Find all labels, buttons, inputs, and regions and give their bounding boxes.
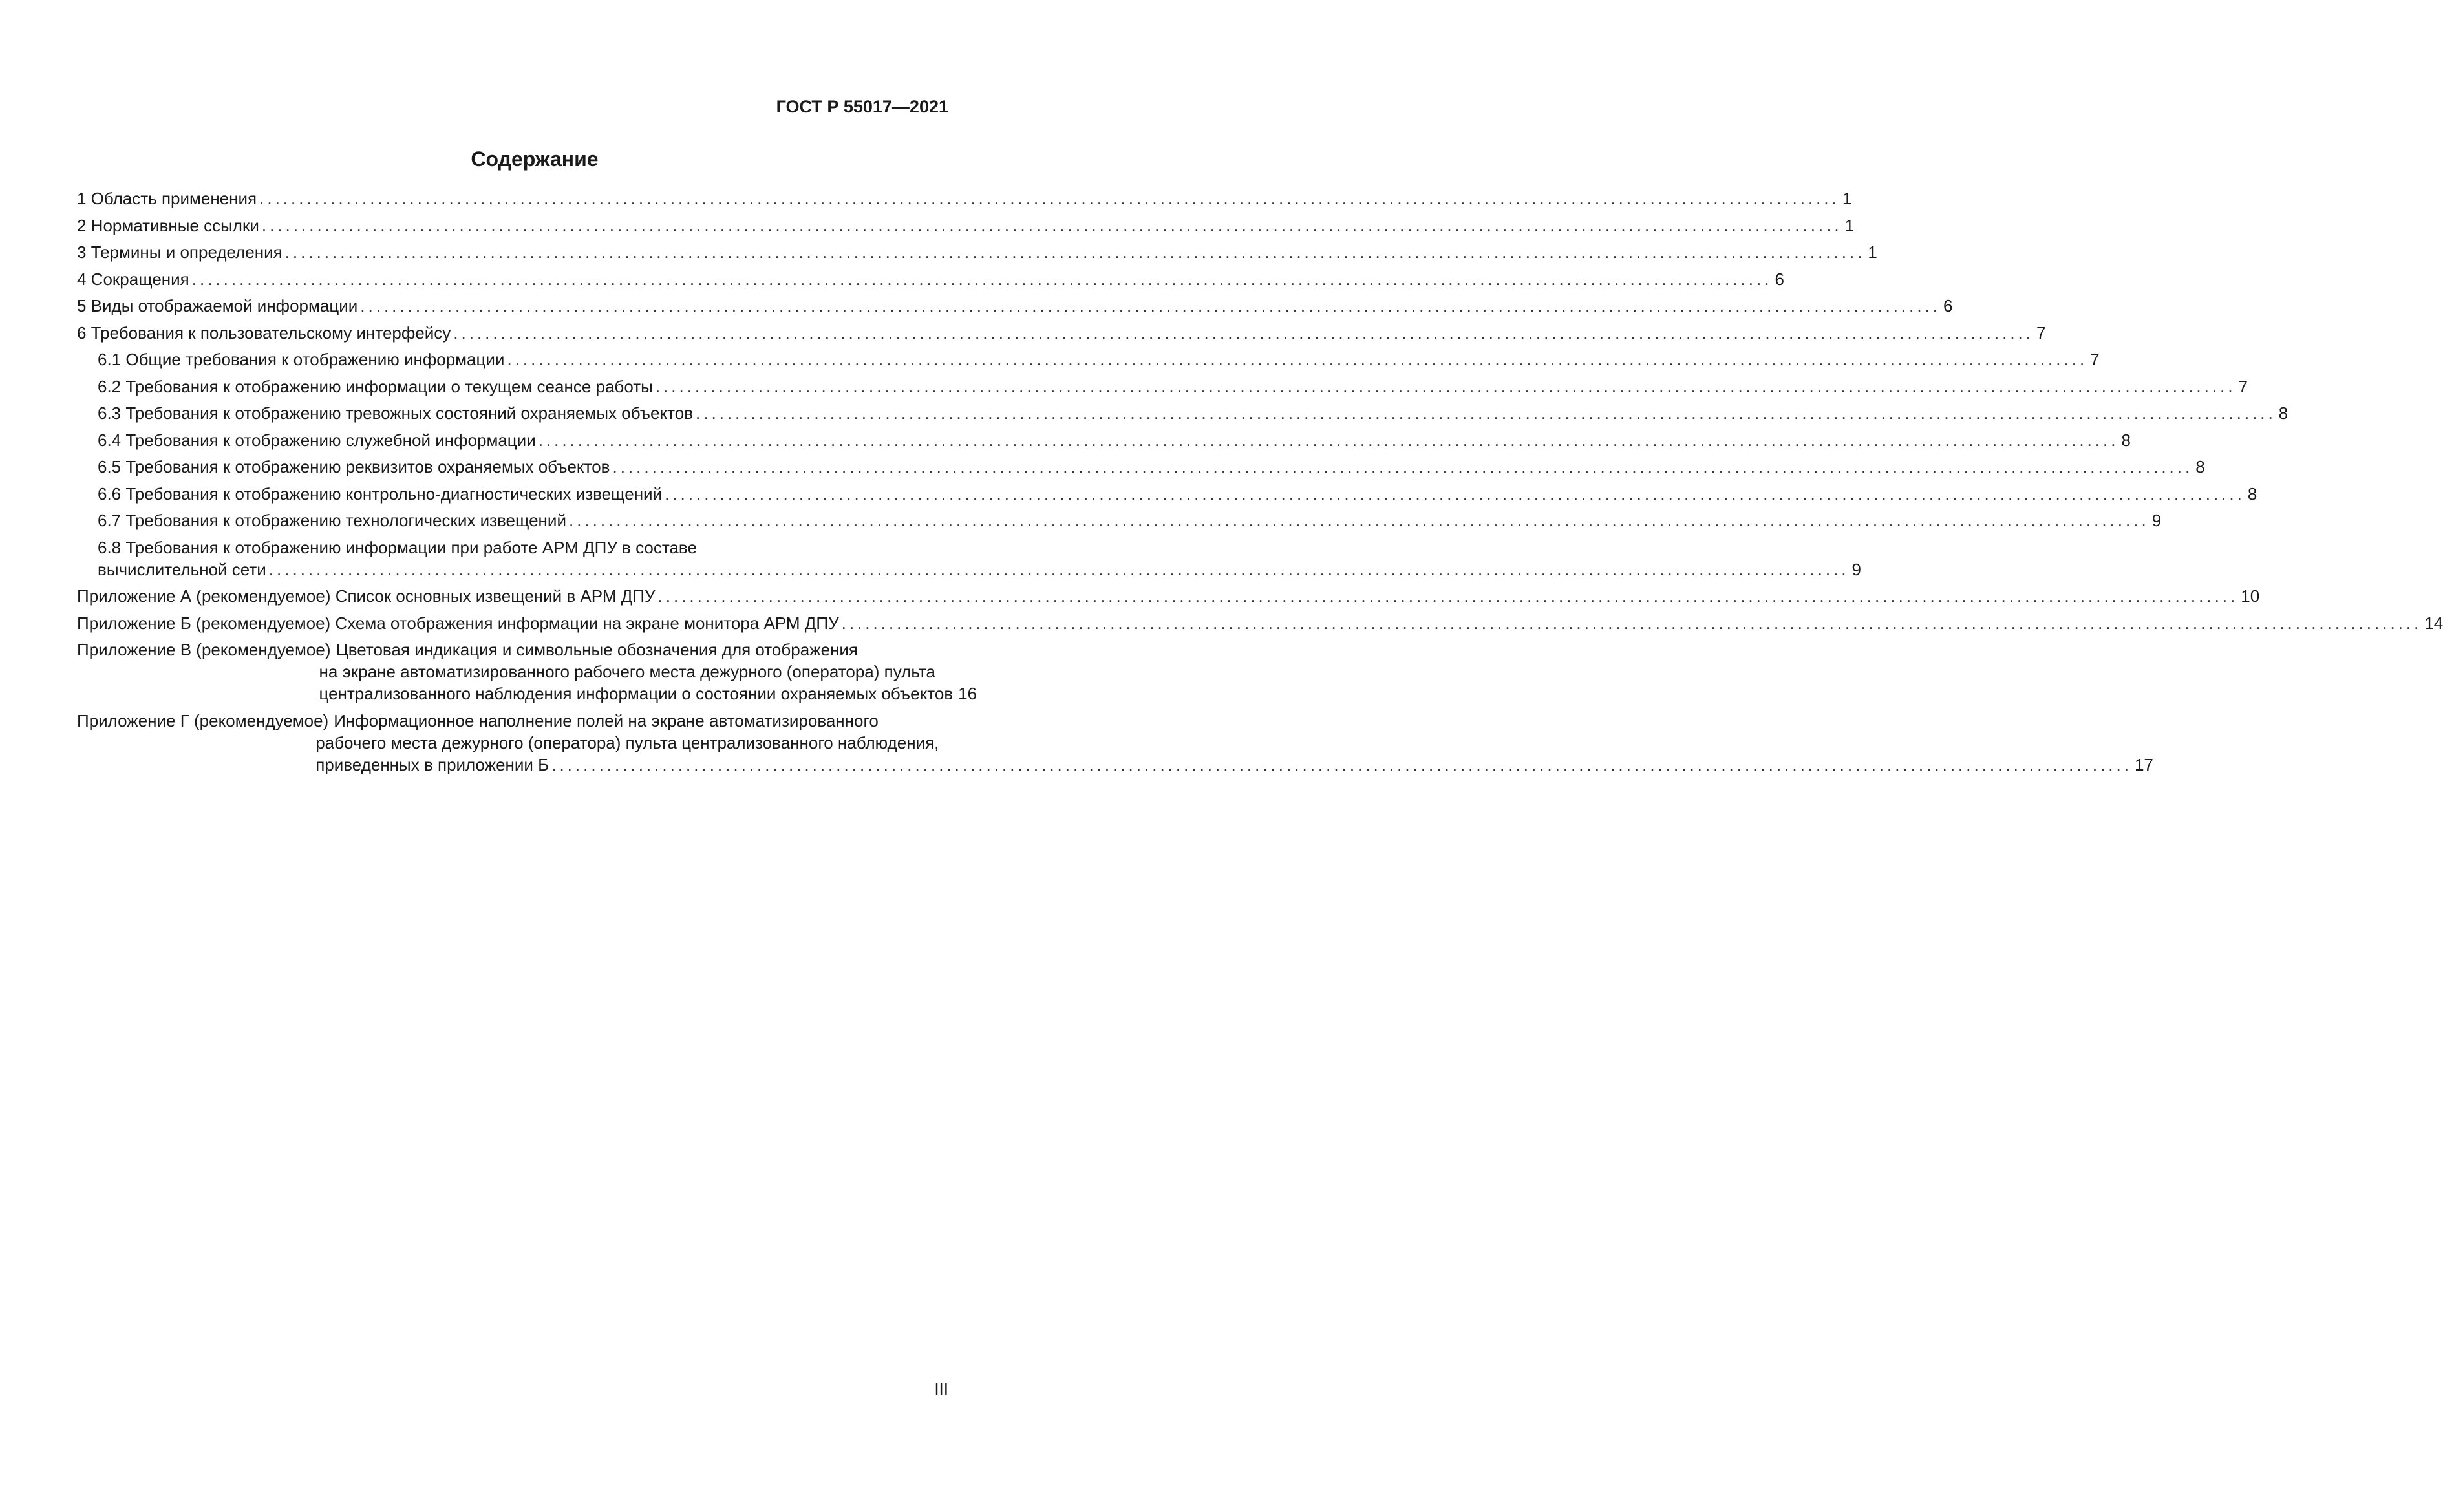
- toc-label: Приложение Б (рекомендуемое) Схема отображения информации на экране монитора АРМ ДПУ: [77, 613, 839, 633]
- toc-page: 8: [2247, 484, 2257, 504]
- toc-label: Приложение А (рекомендуемое) Список основных извещений в АРМ ДПУ: [77, 586, 656, 606]
- standard-designation: ГОСТ Р 55017—2021: [776, 97, 948, 116]
- toc-label: 6.5 Требования к отображению реквизитов охраняемых объектов: [98, 457, 610, 476]
- toc-entry-subsection-6-7[interactable]: 6.7 Требования к отображению технологических извещений ........................................................................................................................................................................................................ 9: [98, 511, 2162, 530]
- toc-label: 6.7 Требования к отображению технологических извещений: [98, 511, 566, 530]
- toc-entry-section-3[interactable]: 3 Термины и определения ........................................................................................................................................................................................................ 1: [77, 242, 1877, 262]
- toc-page: 14: [2424, 613, 2443, 633]
- page-number: III: [934, 1379, 948, 1399]
- toc-entry-subsection-6-8[interactable]: 6.8 Требования к отображению информации при работе АРМ ДПУ в составе вычислительной сети ........................................................................................................................................................................................................ 9: [98, 537, 1861, 579]
- toc-page: 6: [1775, 269, 1784, 289]
- toc-entry-subsection-6-5[interactable]: 6.5 Требования к отображению реквизитов охраняемых объектов ........................................................................................................................................................................................................ 8: [98, 457, 2205, 476]
- toc-entry-section-5[interactable]: 5 Виды отображаемой информации ........................................................................................................................................................................................................ 6: [77, 296, 1953, 315]
- toc-label: 3 Термины и определения: [77, 242, 283, 262]
- toc-entry-subsection-6-4[interactable]: 6.4 Требования к отображению служебной информации ........................................................................................................................................................................................................ 8: [98, 430, 2131, 450]
- toc-label-line: 6.8 Требования к отображению информации при работе АРМ ДПУ в составе: [98, 537, 697, 557]
- toc-label-line: приведенных в приложении Б: [315, 754, 549, 774]
- toc-entry-section-6[interactable]: 6 Требования к пользовательскому интерфейсу ........................................................................................................................................................................................................ 7: [77, 323, 2046, 343]
- toc-page: 9: [2151, 511, 2162, 530]
- toc-entry-section-4[interactable]: 4 Сокращения ........................................................................................................................................................................................................ 6: [77, 269, 1784, 289]
- toc-entry-appendix-v[interactable]: [77, 639, 977, 705]
- toc-entry-section-1[interactable]: 1 Область применения ........................................................................................................................................................................................................ 1: [77, 189, 1852, 208]
- toc-label-line: рабочего места дежурного (оператора) пульта централизованного наблюдения,: [315, 732, 939, 752]
- toc-entry-subsection-6-2[interactable]: 6.2 Требования к отображению информации о текущем сеансе работы ........................................................................................................................................................................................................ 7: [98, 376, 2248, 396]
- toc-page: 9: [1851, 559, 1861, 579]
- toc-label: 6.6 Требования к отображению контрольно-диагностических извещений: [98, 484, 663, 504]
- toc-entry-appendix-b[interactable]: Приложение Б (рекомендуемое) Схема отображения информации на экране монитора АРМ ДПУ ........................................................................................................................................................................................................ 14: [77, 613, 2443, 633]
- toc-entry-subsection-6-6[interactable]: 6.6 Требования к отображению контрольно-диагностических извещений ........................................................................................................................................................................................................ 8: [98, 484, 2257, 504]
- toc-entry-subsection-6-1[interactable]: 6.1 Общие требования к отображению информации ........................................................................................................................................................................................................ 7: [98, 350, 2100, 369]
- toc-label: 6.1 Общие требования к отображению информации: [98, 350, 505, 369]
- toc-page: 7: [2036, 323, 2046, 343]
- toc-page: 16: [958, 684, 977, 703]
- toc-label: 6.2 Требования к отображению информации о текущем сеансе работы: [98, 376, 653, 396]
- toc-page: 1: [1842, 189, 1852, 208]
- appendix-lead: Приложение В (рекомендуемое): [77, 640, 331, 659]
- toc-label-line: вычислительной сети: [98, 559, 266, 579]
- toc-entry-section-2[interactable]: 2 Нормативные ссылки ........................................................................................................................................................................................................ 1: [77, 215, 1855, 235]
- toc-label: 1 Область применения: [77, 189, 257, 208]
- toc-label-line: Цветовая индикация и символьные обозначения для отображения: [336, 640, 859, 659]
- table-of-contents: [77, 187, 2443, 780]
- toc-entry-subsection-6-3[interactable]: 6.3 Требования к отображению тревожных состояний охраняемых объектов ........................................................................................................................................................................................................ 8: [98, 403, 2288, 423]
- toc-page: 7: [2238, 376, 2248, 396]
- toc-page: 8: [2278, 403, 2288, 423]
- toc-title: Содержание: [471, 147, 599, 171]
- toc-page: 1: [1868, 242, 1877, 262]
- toc-label: 4 Сокращения: [77, 269, 189, 289]
- appendix-lead: Приложение Г (рекомендуемое): [77, 710, 329, 730]
- toc-entry-appendix-g[interactable]: Приложение Г (рекомендуемое) Информационное наполнение полей на экране автоматизированного рабочего места дежурного (оператора) пульта централизованного наблюдения, приведенных в приложении Б ........................................................................................................................................................................................................ 17: [77, 710, 2153, 774]
- toc-page: 17: [2134, 754, 2153, 774]
- toc-page: 1: [1844, 215, 1855, 235]
- toc-page: 8: [2121, 430, 2131, 450]
- toc-label: 6.4 Требования к отображению служебной информации: [98, 430, 536, 450]
- toc-label-line: Информационное наполнение полей на экране автоматизированного: [334, 710, 879, 730]
- toc-label: 6.3 Требования к отображению тревожных состояний охраняемых объектов: [98, 403, 694, 423]
- toc-label: 5 Виды отображаемой информации: [77, 296, 358, 315]
- toc-page: 6: [1943, 296, 1953, 315]
- toc-entry-appendix-a[interactable]: Приложение А (рекомендуемое) Список основных извещений в АРМ ДПУ ........................................................................................................................................................................................................ 10: [77, 586, 2260, 606]
- toc-label-line: централизованного наблюдения информации о состоянии охраняемых объектов: [319, 684, 954, 703]
- toc-page: 10: [2241, 586, 2260, 606]
- toc-page: 8: [2195, 457, 2205, 476]
- toc-page: 7: [2090, 350, 2100, 369]
- toc-label: 2 Нормативные ссылки: [77, 215, 259, 235]
- toc-label: 6 Требования к пользовательскому интерфейсу: [77, 323, 451, 343]
- toc-label-line: на экране автоматизированного рабочего места дежурного (оператора) пульта: [319, 662, 935, 681]
